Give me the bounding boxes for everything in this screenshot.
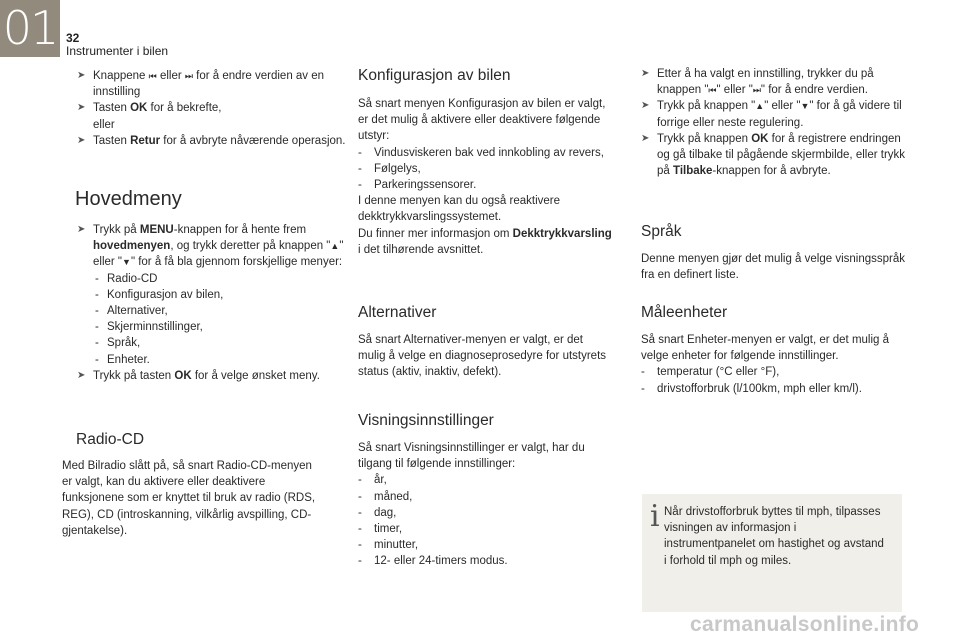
arrow-bullet-icon: ➤ xyxy=(77,224,86,235)
intro-bullets xyxy=(77,68,347,149)
heading-sprak: Språk xyxy=(641,223,682,240)
heading-hovedmeny: Hovedmeny xyxy=(75,188,182,210)
arrow-bullet-icon: ➤ xyxy=(77,369,86,381)
heading-alternativer: Alternativer xyxy=(358,304,437,321)
info-icon: i xyxy=(650,499,660,534)
bullet-change-value: ➤ Etter å ha valgt en innstilling, trykker du på knappen "⏮" eller "⏭" for å endre verdien. xyxy=(641,68,874,97)
heading-konfigurasjon: Konfigurasjon av bilen xyxy=(358,67,511,84)
sprak-text: Denne menyen gjør det mulig å velge visningsspråk fra en definert liste. xyxy=(641,253,905,282)
info-box xyxy=(642,494,902,612)
bullet-arrows: ➤ Knappene ⏮ eller ⏭ for å endre verdien av en innstilling xyxy=(77,70,325,99)
down-arrow-icon: ▼ xyxy=(122,257,131,268)
list-item: - dag, xyxy=(358,506,397,519)
col3-bullets xyxy=(641,66,906,179)
hovedmeny-body xyxy=(77,222,347,384)
list-item: - timer, xyxy=(358,523,403,536)
radio-cd-text: Med Bilradio slått på, så snart Radio-CD-menyen er valgt, kan du aktivere eller deaktivere funksjonene som er knyttet til bruk av radio (RDS, REG), CD (introskanning, vilkårlig avspilling, CD-gjentakelse). xyxy=(62,460,316,537)
bullet-register: ➤ Trykk på knappen OK for å registrere endringen og gå tilbake til pågående skjermbilde, eller trykk på Tilbake-knappen for å avbryte. xyxy=(641,132,906,178)
heading-visningsinnstillinger: Visningsinnstillinger xyxy=(358,412,494,429)
list-item: - Enheter. xyxy=(95,353,150,366)
list-item: - år, xyxy=(358,474,387,487)
section-title: Instrumenter i bilen xyxy=(66,44,169,58)
list-item: - Språk, xyxy=(95,337,141,350)
list-item: - Konfigurasjon av bilen, xyxy=(95,288,224,301)
up-arrow-icon: ▲ xyxy=(330,241,340,252)
list-item: - Parkeringssensorer. xyxy=(358,179,477,192)
fast-forward-icon: ⏭ xyxy=(752,85,761,96)
list-item: - Skjerminnstillinger, xyxy=(95,321,203,334)
bullet-ok: ➤ Tasten OK for å bekrefte, eller xyxy=(77,102,222,131)
page-number: 32 xyxy=(66,31,80,45)
bullet-menu: ➤ Trykk på MENU-knappen for å hente frem hovedmenyen, og trykk deretter på knappen "▲" eller "▼" for å få bla gjennom forskjellige menyer: xyxy=(77,224,344,269)
bullet-retur: ➤ Tasten Retur for å avbryte nåværende operasjon. xyxy=(77,133,347,149)
list-item: - Vindusviskeren bak ved innkobling av revers, xyxy=(358,146,604,159)
list-item: - 12- eller 24-timers modus. xyxy=(358,555,508,568)
rewind-icon: ⏮ xyxy=(708,85,717,96)
arrow-bullet-icon: ➤ xyxy=(641,100,650,112)
list-item: - temperatur (°C eller °F), xyxy=(641,366,780,379)
arrow-bullet-icon: ➤ xyxy=(641,132,650,144)
menu-list xyxy=(77,271,347,368)
fast-forward-icon: ⏭ xyxy=(184,71,193,81)
list-item: - Alternativer, xyxy=(95,305,168,318)
chapter-number: 01 xyxy=(0,0,60,57)
visningsinnstillinger-body: Så snart Visningsinnstillinger er valgt, har du tilgang til følgende innstillinger: - år, - måned, - dag, - timer, - minutter, - 12- eller 24-timers modus. xyxy=(358,440,613,570)
list-item: - minutter, xyxy=(358,539,419,552)
maaleenheter-body: Så snart Enheter-menyen er valgt, er det mulig å velge enheter for følgende innstillinger. - temperatur (°C eller °F), - drivstofforbruk (l/100km, mph eller km/l). xyxy=(641,332,906,397)
info-text: Når drivstofforbruk byttes til mph, tilpasses visningen av informasjon i instrumentpanelet om hastighet og avstand i forhold til mph og miles. xyxy=(664,506,884,567)
arrow-bullet-icon: ➤ xyxy=(77,134,86,146)
up-arrow-icon: ▲ xyxy=(755,101,765,112)
arrow-bullet-icon: ➤ xyxy=(77,70,86,81)
alternativer-text: Så snart Alternativer-menyen er valgt, er det mulig å velge en diagnoseprosedyre for utstyrets status (aktiv, inaktiv, defekt). xyxy=(358,334,607,379)
list-item: - måned, xyxy=(358,490,413,503)
konfigurasjon-body: Så snart menyen Konfigurasjon av bilen er valgt, er det mulig å aktivere eller deaktivere følgende utstyr: - Vindusviskeren bak ved innkobling av revers, - Følgelys, - Parkeringssensorer. I denne menyen kan du også reaktivere dekktrykkvarslingssystemet. Du finner mer informasjon om Dekktrykkvarsling i det tilhørende avsnittet. xyxy=(358,98,612,256)
list-item: - Følgelys, xyxy=(358,162,421,175)
bullet-select: ➤ Trykk på tasten OK for å velge ønsket meny. xyxy=(77,368,347,384)
arrow-bullet-icon: ➤ xyxy=(77,102,86,114)
heading-maaleenheter: Måleenheter xyxy=(641,304,728,321)
watermark: carmanualsonline.info xyxy=(690,613,920,636)
heading-radio-cd: Radio-CD xyxy=(76,431,145,448)
bullet-navigate: ➤ Trykk på knappen "▲" eller "▼" for å gå videre til forrige eller neste regulering. xyxy=(641,100,902,129)
rewind-icon: ⏮ xyxy=(148,71,157,81)
list-item: - Radio-CD xyxy=(95,272,158,285)
down-arrow-icon: ▼ xyxy=(800,101,810,112)
list-item: - drivstofforbruk (l/100km, mph eller km/l). xyxy=(641,382,862,395)
arrow-bullet-icon: ➤ xyxy=(641,68,650,79)
